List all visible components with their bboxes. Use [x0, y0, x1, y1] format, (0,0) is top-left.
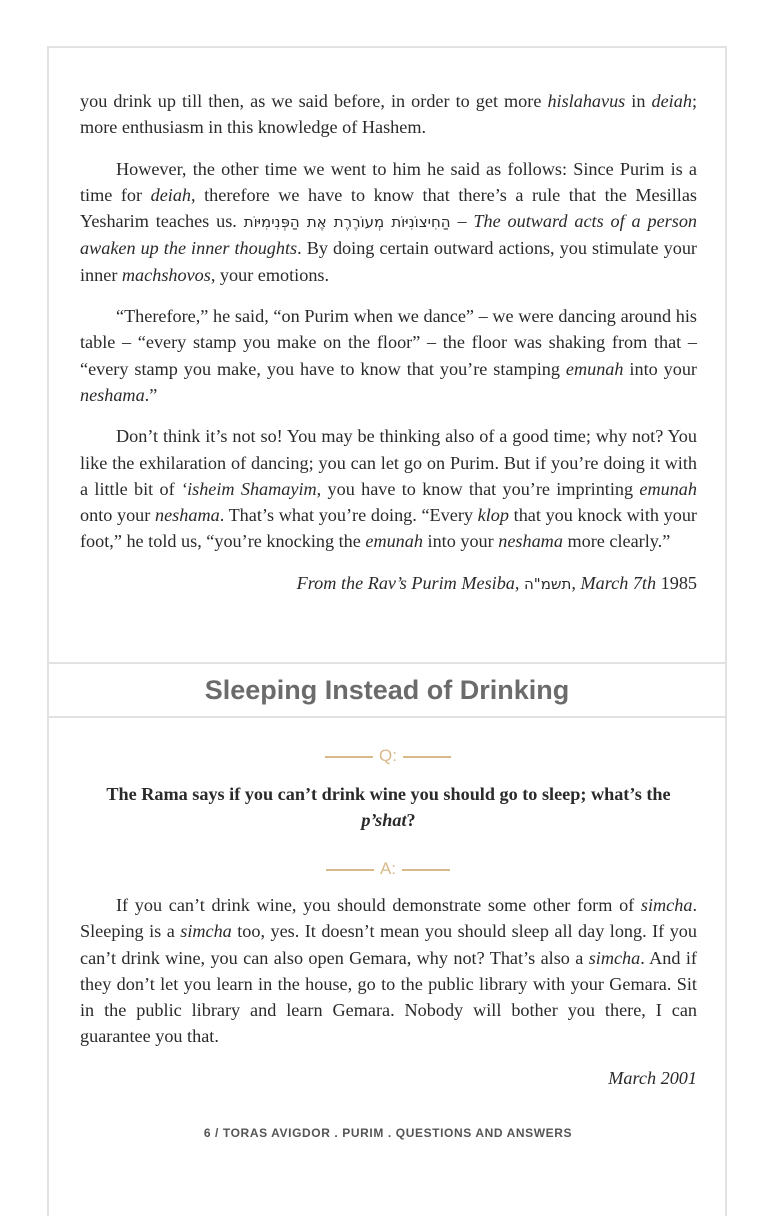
italic-text: neshama	[80, 384, 145, 405]
page-footer: 6 / TORAS AVIGDOR . PURIM . QUESTIONS AND ANSWERS	[203, 1126, 573, 1140]
text-run: , therefore we have to know that there’s a rule that the Mesillas Yesharim teaches us.	[80, 184, 697, 232]
text-run: too, yes. It doesn’t mean you should sleep all day long. If you can’t drink wine, you can also open Gemara, why not? That’s also a	[80, 921, 697, 968]
text-run: If you can’t drink wine, you should demonstrate some other form of	[116, 895, 641, 915]
text-run: , you have to know that you’re imprinting	[316, 478, 640, 499]
text-run: Don’t think it’s not so! You may be thinking also of a good time; why not? You like the exhilaration of dancing; you can let go on Purim. But if you’re doing it with a little bit of	[80, 426, 697, 499]
italic-text: simcha	[588, 947, 641, 968]
italic-text: klop	[477, 505, 509, 526]
text-run: . That’s what you’re doing. “Every	[219, 505, 478, 526]
section-paragraphs	[80, 88, 697, 555]
italic-text: emunah	[639, 478, 697, 499]
text-run: ; more enthusiasm in this knowledge of Hashem.	[80, 91, 697, 138]
italic-text: deiah	[150, 184, 192, 205]
divider	[326, 869, 374, 871]
italic-text: simcha	[180, 921, 232, 942]
text-run: into your	[623, 358, 697, 379]
italic-text: ‘isheim Shamayim	[181, 478, 317, 499]
text-run: The Rama says if you can’t drink wine you should go to sleep; what’s the	[106, 784, 671, 804]
text-run: more clearly.”	[562, 531, 671, 552]
italic-text: deiah	[651, 91, 692, 111]
italic-text: , March 7th	[571, 572, 657, 593]
divider	[325, 756, 373, 758]
text-run: in	[625, 91, 652, 111]
answer-label	[0, 859, 776, 879]
paragraph	[80, 892, 697, 1050]
divider	[403, 756, 451, 758]
question-text	[80, 781, 697, 834]
italic-text: From the Rav’s Purim Mesiba,	[296, 572, 524, 593]
section-title: Sleeping Instead of Drinking	[204, 675, 570, 705]
section-body	[80, 88, 697, 612]
italic-text: emunah	[365, 531, 423, 552]
q-label: Q:	[379, 746, 397, 765]
date-text: March 2001	[608, 1067, 697, 1088]
italic-text: The outward acts of a person awaken up the inner thoughts	[80, 211, 698, 259]
source-attribution	[80, 570, 697, 597]
text-run: that you knock with your foot,” he told us, “you’re knocking the	[80, 505, 697, 552]
answer-paragraphs	[80, 892, 697, 1050]
italic-text: neshama	[498, 531, 563, 552]
paragraph	[80, 303, 697, 408]
answer-date	[80, 1065, 697, 1091]
italic-text: neshama	[155, 505, 220, 526]
text-run: onto your	[80, 505, 156, 526]
paragraph	[80, 423, 697, 554]
hebrew-text: תשמ"ה	[524, 574, 572, 593]
text-run: , your emotions.	[210, 264, 330, 285]
italic-text: machshovos	[121, 264, 211, 285]
a-label: A:	[379, 859, 397, 878]
text-run: into your	[422, 531, 499, 552]
paragraph	[80, 88, 697, 141]
text-run: . And if they don’t let you learn in the house, go to the public library with your Gemara. Sit in the public library and learn Gemara. Nobody will bother you there, I can guarantee you that.	[80, 947, 697, 1047]
divider	[402, 869, 450, 871]
text-run: you drink up till then, as we said before, in order to get more	[80, 91, 548, 111]
hebrew-text: הַחִיצוֹנִיּוֹת מְעוֹרֶרֶת אֶת הַפְּנִימִיּוֹת	[243, 213, 451, 232]
text-run: . Sleeping is a	[80, 895, 697, 942]
italic-text: simcha	[640, 895, 693, 915]
text-run: .”	[144, 384, 158, 405]
text-run: 1985	[656, 572, 697, 593]
italic-text: hislahavus	[547, 91, 626, 111]
text-run: –	[450, 211, 474, 232]
text-run: ?	[406, 810, 416, 831]
paragraph	[80, 156, 697, 288]
text-run: . By doing certain outward actions, you stimulate your inner	[80, 238, 697, 285]
text-run: However, the other time we went to him he said as follows: Since Purim is a time for	[80, 158, 697, 205]
text-run: “Therefore,” he said, “on Purim when we dance” – we were dancing around his table – “every stamp you make on the floor” – the floor was shaking from that – “every stamp you make, you have to know that you’re stamping	[80, 306, 697, 379]
answer-body	[80, 892, 697, 1106]
section-heading-band	[47, 662, 727, 718]
italic-text: emunah	[565, 358, 624, 379]
italic-text: p’shat	[361, 810, 407, 831]
question-label	[0, 746, 776, 766]
